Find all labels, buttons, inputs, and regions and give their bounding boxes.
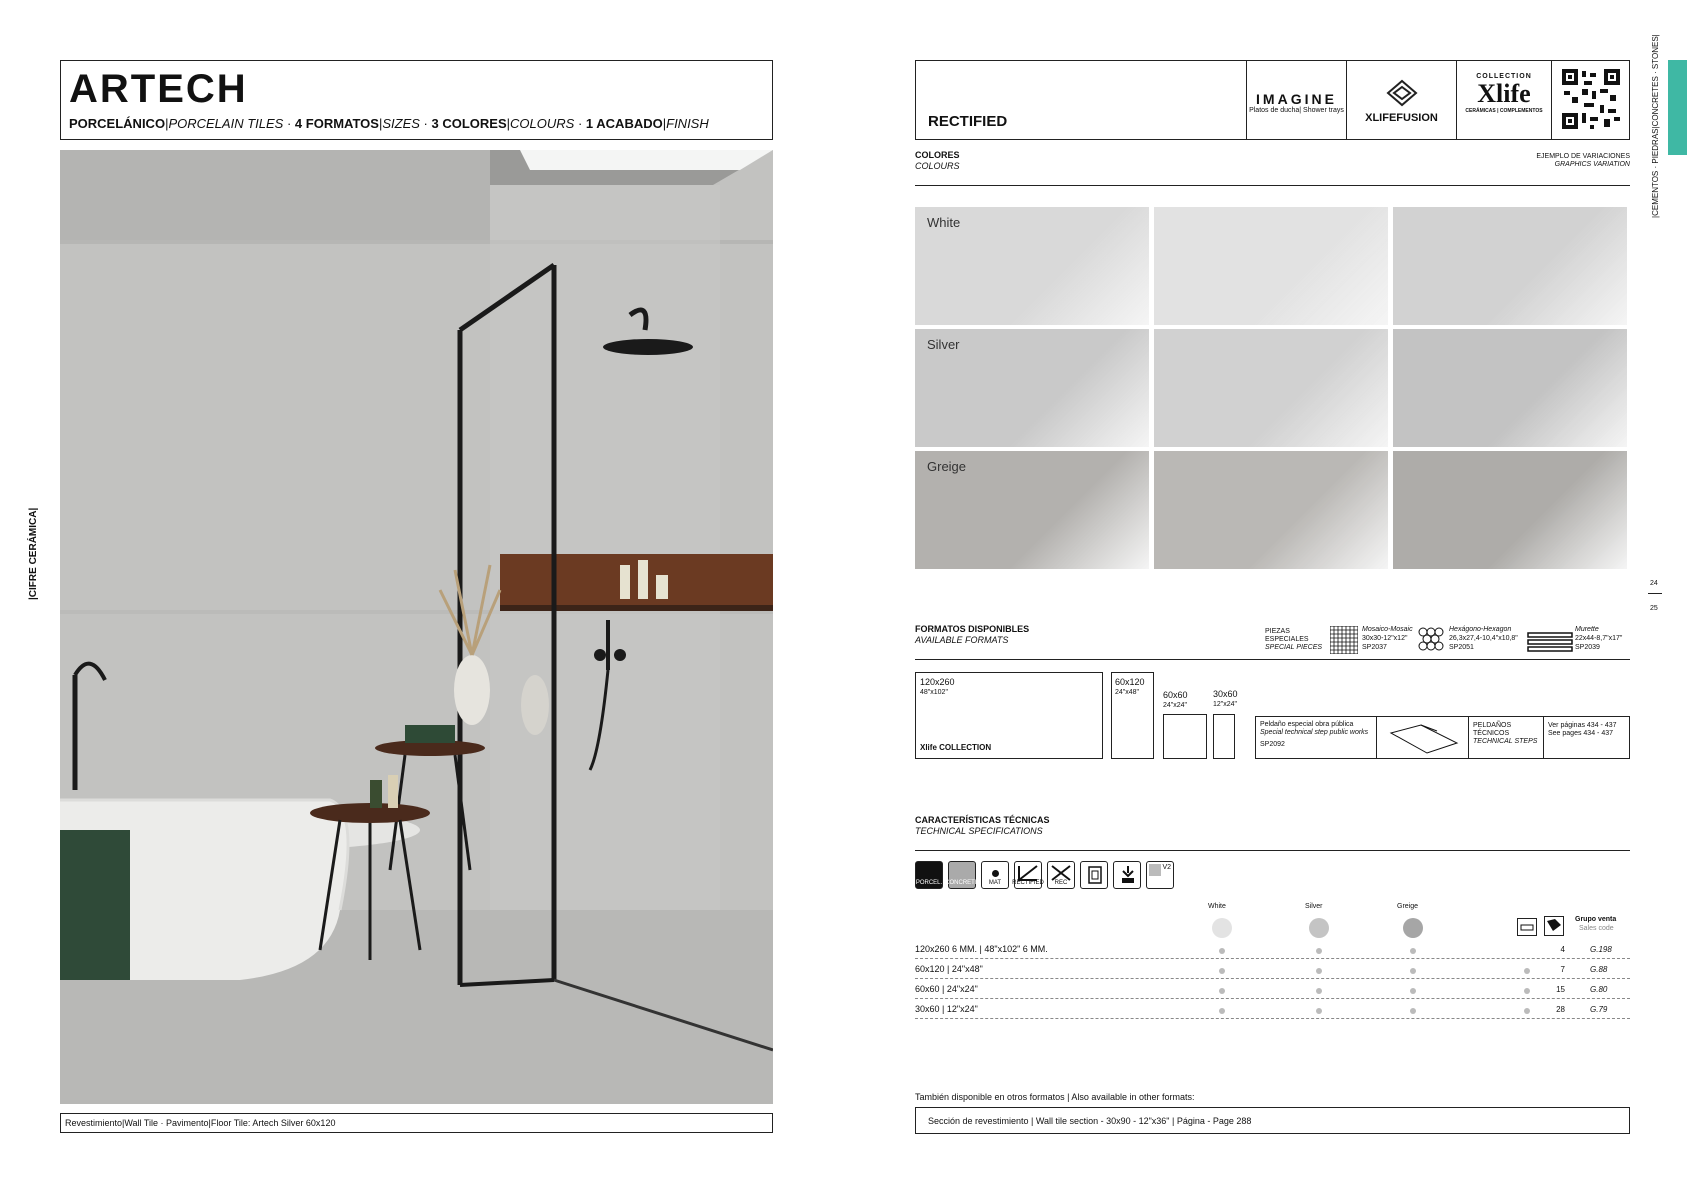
peldano-drawing-cell (1376, 717, 1468, 758)
availability-dot (1524, 988, 1530, 994)
availability-dot (1410, 1008, 1416, 1014)
qr-code-icon[interactable] (1562, 69, 1620, 129)
murette-icon (1527, 630, 1573, 652)
swatch-dot-greige (1403, 918, 1423, 938)
format-120x260-in: 48"x102" (920, 689, 948, 696)
format-30x60-cm: 30x60 (1213, 689, 1238, 699)
xlife-top: COLLECTION (1476, 73, 1532, 80)
availability-dot (1316, 968, 1322, 974)
piece-mosaic-code: SP2037 (1362, 644, 1387, 651)
page-number-divider (1648, 593, 1662, 594)
colores-es: COLORES (915, 150, 960, 160)
availability-dot (1410, 948, 1416, 954)
piece-mosaic-name: Mosaico-Mosaic (1362, 626, 1413, 633)
piece-murette-name: Murette (1575, 626, 1599, 633)
xlife-logo-cell (1456, 61, 1551, 139)
availability-dot (1316, 948, 1322, 954)
xlife-bottom: CERÁMICAS | COMPLEMENTOS (1465, 108, 1543, 114)
concrete-icon: CONCRETE (948, 861, 976, 889)
ver-paginas: Ver páginas 434 - 437 (1548, 722, 1617, 729)
peldano-box (1255, 716, 1630, 759)
colores-en: COLOURS (915, 161, 960, 171)
table-row-code: G.88 (1590, 965, 1608, 974)
table-row-divider (915, 978, 1630, 979)
side-label: |CIFRE CERÁMICA| (28, 507, 39, 600)
swatch-white-1 (915, 207, 1149, 325)
see-pages-cell (1543, 717, 1629, 758)
xlife-logo: Xlife (1477, 79, 1531, 108)
availability-dot (1316, 1008, 1322, 1014)
finish-label: RECTIFIED (928, 113, 1008, 130)
xlife-fusion-cell (1346, 61, 1456, 139)
caract-rule (915, 850, 1630, 851)
step-profile-icon (1377, 717, 1469, 758)
tile-format-icon (1080, 861, 1108, 889)
table-row-label: 120x260 6 MM. | 48"x102" 6 MM. (915, 944, 1048, 954)
format-60x60 (1163, 714, 1207, 759)
format-60x120-cm: 60x120 (1115, 677, 1145, 687)
pieces-box-icon (1517, 918, 1537, 936)
variaciones-en: GRAPHICS VARIATION (1554, 161, 1630, 168)
swatch-label: White (927, 215, 961, 230)
formatos-es: FORMATOS DISPONIBLES (915, 624, 1030, 634)
swatch-white-3 (1393, 207, 1627, 325)
imagine-logo-cell (1246, 61, 1346, 139)
qr-cell (1551, 61, 1629, 139)
xlife-fusion-logo: XLIFEFUSION (1365, 112, 1438, 124)
side-tab-label: |CEMENTOS · PIEDRAS|CONCRETES · STONES| (1651, 34, 1660, 218)
caract-heading (915, 815, 1050, 837)
formatos-en: AVAILABLE FORMATS (915, 635, 1009, 645)
availability-dot (1219, 968, 1225, 974)
table-row-code: G.79 (1590, 1005, 1608, 1014)
grupo-venta: Grupo venta (1575, 916, 1617, 923)
table-row-code: G.198 (1590, 945, 1612, 954)
colores-heading (915, 150, 960, 172)
format-60x120-in: 24"x48" (1115, 689, 1140, 696)
photo-caption: Revestimiento|Wall Tile · Pavimento|Floor Tile: Artech Silver 60x120 (60, 1113, 773, 1133)
colores-rule (915, 185, 1630, 186)
table-row-pieces: 28 (1556, 1005, 1565, 1014)
swatch-greige-3 (1393, 451, 1627, 569)
piece-murette-code: SP2039 (1575, 644, 1600, 651)
also-available-box: Sección de revestimiento | Wall tile section - 30x90 - 12"x36" | Página - Page 288 (915, 1107, 1630, 1134)
swatch-dot-silver (1309, 918, 1329, 938)
slip-resistance-icon: REC (1047, 861, 1075, 889)
piezas-heading (1265, 628, 1327, 652)
table-row-pieces: 15 (1556, 985, 1565, 994)
table-row-divider (915, 958, 1630, 959)
swatch-silver-1 (915, 329, 1149, 447)
formatos-heading (915, 624, 1029, 646)
hexagon-icon (1417, 626, 1445, 654)
swatch-white-2 (1154, 207, 1388, 325)
availability-dot (1410, 968, 1416, 974)
mosaic-icon (1330, 626, 1358, 654)
piece-mosaic-size: 30x30-12"x12" (1362, 635, 1408, 642)
availability-dot (1219, 948, 1225, 954)
porcelain-icon: PORCEL. (915, 861, 943, 889)
see-pages: See pages 434 - 437 (1548, 730, 1613, 737)
caract-es: CARACTERÍSTICAS TÉCNICAS (915, 815, 1050, 825)
tech-steps-en: TECHNICAL STEPS (1473, 738, 1538, 745)
piece-hexagon-code: SP2051 (1449, 644, 1474, 651)
bathroom-photo (60, 150, 773, 1104)
side-tab-green (1668, 60, 1687, 155)
rectified-icon: RECTIFIED (1014, 861, 1042, 889)
availability-dot (1410, 988, 1416, 994)
availability-dot (1219, 1008, 1225, 1014)
technical-steps-cell (1468, 717, 1543, 758)
format-120x260 (915, 672, 1103, 759)
collection-subtitle: PORCELÁNICO|PORCELAIN TILES · 4 FORMATOS|SIZES · 3 COLORES|COLOURS · 1 ACABADO|FINISH (69, 116, 709, 131)
peldano-es: Peldaño especial obra pública (1260, 721, 1354, 728)
tech-steps-es: PELDAÑOS TÉCNICOS (1473, 722, 1512, 737)
table-row-label: 30x60 | 12"x24" (915, 1004, 978, 1014)
mat-finish-icon: MAT (981, 861, 1009, 889)
availability-dot (1524, 968, 1530, 974)
piezas-es: PIEZAS ESPECIALES (1265, 628, 1309, 643)
format-120x260-cm: 120x260 (920, 677, 955, 687)
imagine-sub: Platos de ducha| Shower trays (1249, 107, 1344, 114)
imagine-logo: IMAGINE (1256, 91, 1337, 107)
title-header (60, 60, 773, 140)
shade-variation-icon: V2 (1146, 861, 1174, 889)
col-white: White (1208, 903, 1226, 910)
table-row-label: 60x60 | 24"x24" (915, 984, 978, 994)
table-row-divider (915, 1018, 1630, 1019)
swatch-silver-2 (1154, 329, 1388, 447)
piece-hexagon-name: Hexágono-Hexagon (1449, 626, 1512, 633)
availability-dot (1524, 1008, 1530, 1014)
format-60x120 (1111, 672, 1154, 759)
swatch-dot-white (1212, 918, 1232, 938)
swatch-label: Silver (927, 337, 960, 352)
bathroom-illustration (60, 150, 773, 1104)
page-number-25: 25 (1650, 605, 1658, 612)
formatos-rule (915, 659, 1630, 660)
piece-hexagon-size: 26,3x27,4-10,4"x10,8" (1449, 635, 1518, 642)
right-header (915, 60, 1630, 140)
peldano-en: Special technical step public works (1260, 729, 1369, 736)
format-30x60-in: 12"x24" (1213, 701, 1238, 708)
table-row-label: 60x120 | 24"x48" (915, 964, 983, 974)
fusion-icon (1384, 79, 1420, 107)
swatch-silver-3 (1393, 329, 1627, 447)
piece-murette-size: 22x44-8,7"x17" (1575, 635, 1623, 642)
sales-code: Sales code (1579, 925, 1614, 932)
variaciones-heading (1430, 153, 1630, 169)
table-row-divider (915, 998, 1630, 999)
format-60x60-in: 24"x24" (1163, 702, 1188, 709)
availability-dot (1219, 988, 1225, 994)
table-row-pieces: 7 (1560, 965, 1565, 974)
m2-box-icon (1544, 916, 1564, 936)
swatch-greige-2 (1154, 451, 1388, 569)
caract-en: TECHNICAL SPECIFICATIONS (915, 826, 1043, 836)
also-available: También disponible en otros formatos | Also available in other formats: (915, 1092, 1195, 1102)
format-30x60 (1213, 714, 1235, 759)
format-60x60-cm: 60x60 (1163, 690, 1188, 700)
weight-icon (1113, 861, 1141, 889)
variaciones-es: EJEMPLO DE VARIACIONES (1536, 153, 1630, 160)
table-row-code: G.80 (1590, 985, 1608, 994)
availability-dot (1316, 988, 1322, 994)
peldano-text (1260, 721, 1378, 749)
page-number-24: 24 (1650, 580, 1658, 587)
piezas-en: SPECIAL PIECES (1265, 644, 1323, 651)
col-greige: Greige (1397, 903, 1419, 910)
peldano-code: SP2092 (1260, 741, 1285, 748)
xlife-collection-mark: Xlife COLLECTION (920, 743, 992, 752)
swatch-label: Greige (927, 459, 967, 474)
col-silver: Silver (1305, 903, 1323, 910)
swatch-greige-1 (915, 451, 1149, 569)
collection-title: ARTECH (69, 67, 248, 111)
table-row-pieces: 4 (1560, 945, 1565, 954)
